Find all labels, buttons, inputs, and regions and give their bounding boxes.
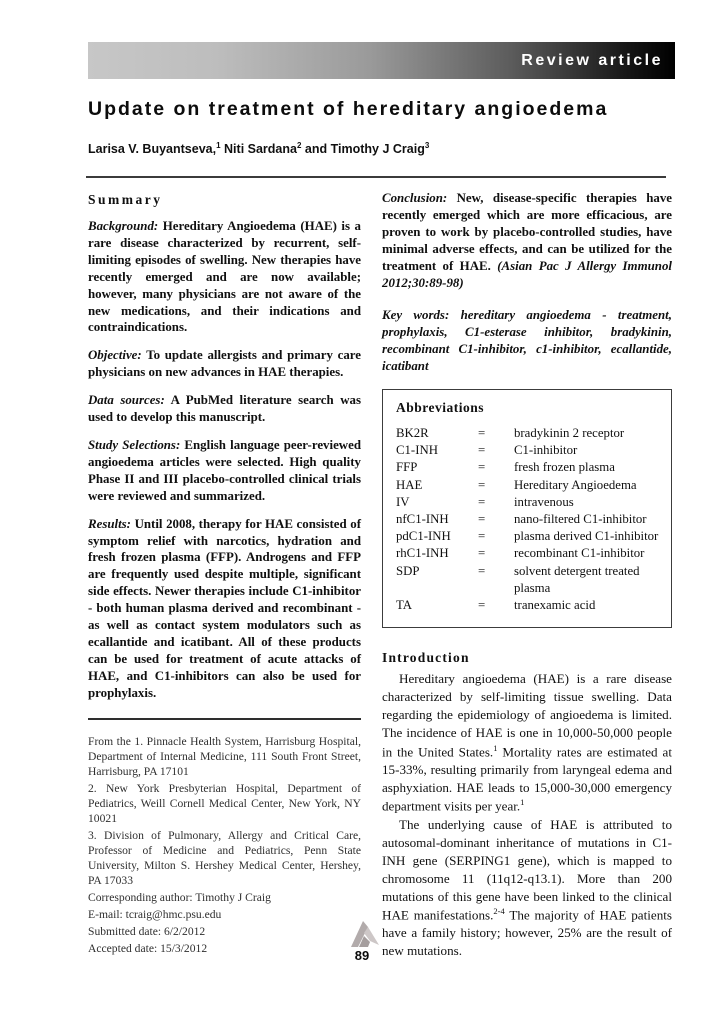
paragraph-label: Results: — [88, 516, 131, 531]
equals-sign: = — [478, 443, 486, 458]
review-article-badge: Review article — [521, 51, 663, 69]
abbr-code: SDP — [396, 563, 420, 578]
abbreviation-row — [396, 442, 659, 459]
equals-sign: = — [478, 426, 486, 441]
page-number: 89 — [354, 948, 370, 963]
footnote-accepted-date: Accepted date: 15/3/2012 — [88, 942, 208, 956]
summary-paragraph-objective — [88, 347, 361, 381]
equals-sign: = — [478, 546, 486, 561]
abbr-code: C1-INH — [396, 443, 438, 458]
abbr-definition: plasma derived C1-inhibitor — [514, 529, 659, 544]
abbreviations-heading: Abbreviations — [396, 400, 485, 416]
equals-sign: = — [478, 477, 486, 492]
abbr-code: FFP — [396, 460, 418, 475]
equals-sign: = — [478, 512, 486, 527]
summary-paragraph-data-sources — [88, 392, 361, 426]
paragraph-text: The majority of HAE patients have a family history; however, 25% are the result of new mutations. — [382, 907, 672, 959]
conclusion-paragraph — [382, 190, 672, 291]
abbreviations-box — [382, 389, 672, 628]
equals-sign: = — [478, 529, 486, 544]
author-affiliation-sup: 1 — [216, 141, 221, 150]
abbr-definition: solvent detergent treated plasma — [514, 563, 640, 595]
abbr-definition: nano-filtered C1-inhibitor — [514, 512, 647, 527]
abbr-definition: recombinant C1-inhibitor — [514, 546, 645, 561]
summary-paragraph-study-selections — [88, 437, 361, 505]
authors-line — [88, 141, 672, 156]
header-divider — [86, 176, 666, 178]
footnote-email: E-mail: tcraig@hmc.psu.edu — [88, 908, 222, 922]
abbr-definition: intravenous — [514, 494, 574, 509]
footnotes — [88, 734, 361, 957]
intro-paragraph-1 — [382, 670, 672, 815]
paragraph-text: Hereditary Angioedema (HAE) is a rare disease characterized by recurrent, self-limiting episodes of swelling. New therapies have recently emerged and are now available; however, many physicians are not aware of the new medications, and their indications and contraindications. — [88, 219, 361, 335]
equals-sign: = — [478, 598, 486, 613]
paragraph-label: Key words: — [382, 308, 450, 323]
paragraph-label: Study Selections: — [88, 437, 181, 452]
reference-superscript: 1 — [493, 742, 498, 753]
paragraph-text: English language peer-reviewed angioedema articles were selected. High quality Phase II and III placebo-controlled clinical trials were reviewed and summarized. — [88, 437, 361, 503]
footnote-affiliation-1: From the 1. Pinnacle Health System, Harrisburg Hospital, Department of Internal Medicine, 111 South Front Street, Harrisburg, PA 17101 — [88, 734, 361, 778]
abbreviation-row — [396, 597, 659, 614]
paragraph-text: Hereditary angioedema (HAE) is a rare disease characterized by self-limiting tissue swelling. Data regarding the epidemiology of angioedema is limited. The incidence of HAE is one in 10,000-50,000 people in the United States. — [382, 671, 672, 759]
journal-citation: (Asian Pac J Allergy Immunol 2012;30:89-98) — [382, 258, 672, 290]
author-name: and Timothy J Craig — [304, 142, 425, 157]
abbreviation-row — [396, 545, 659, 562]
equals-sign: = — [478, 563, 486, 578]
summary-paragraph-results — [88, 516, 361, 702]
conclusion-column — [382, 190, 672, 960]
footnote-divider — [88, 718, 361, 720]
summary-paragraph-background — [88, 218, 361, 336]
paragraph-text: The underlying cause of HAE is attributed to autosomal-dominant inheritance of mutations in C1-INH gene (SERPING1 gene), which is mapped to chromosome 11 (11q12-q13.1). More than 200 mutations of this gene have been linked to the clinical HAE manifestations. — [382, 816, 672, 923]
intro-paragraph-2 — [382, 816, 672, 961]
footnote-submitted-date: Submitted date: 6/2/2012 — [88, 925, 206, 939]
publisher-mountain-logo-icon — [342, 921, 382, 948]
abbr-code: BK2R — [396, 426, 429, 441]
author-affiliation-sup: 3 — [424, 141, 430, 150]
abbr-code: TA — [396, 598, 413, 613]
paragraph-text: A PubMed literature search was used to develop this manuscript. — [88, 393, 361, 425]
abbr-definition: C1-inhibitor — [514, 443, 578, 458]
abbr-code: IV — [396, 494, 410, 509]
abbr-code: pdC1-INH — [396, 529, 451, 544]
equals-sign: = — [478, 460, 486, 475]
review-article-banner — [88, 42, 675, 79]
reference-superscript: 1 — [520, 797, 525, 808]
article-title: Update on treatment of hereditary angioedema — [88, 98, 609, 120]
abbr-code: HAE — [396, 477, 423, 492]
paragraph-label: Conclusion: — [382, 191, 448, 205]
paragraph-text: Until 2008, therapy for HAE consisted of symptom relief with narcotics, hydration and fresh frozen plasma (FFP). Androgens and FFP are frequently used despite multiple, significant side effects. Newer therapies include C1-inhibitor - both human plasma derived and recombinant - as well as contact system modulators such as ecallantide and icatibant. All of these products can be used for treatment of acute attacks of HAE, and C1-inhibitors can also be used for prophylaxis. — [88, 516, 361, 700]
keywords-paragraph — [382, 307, 672, 375]
abbr-code: nfC1-INH — [396, 512, 449, 527]
abbr-definition: bradykinin 2 receptor — [514, 426, 625, 441]
keywords-text: hereditary angioedema - treatment, prophylaxis, C1-esterase inhibitor, bradykinin, recombinant C1-inhibitor, c1-inhibitor, ecallantide, icatibant — [382, 308, 672, 374]
reference-superscript: 2-4 — [493, 905, 505, 916]
abbr-code: rhC1-INH — [396, 546, 449, 561]
introduction-heading: Introduction — [382, 650, 470, 666]
footnote-corresponding-author: Corresponding author: Timothy J Craig — [88, 891, 271, 905]
paragraph-text: To update allergists and primary care physicians on new advances in HAE therapies. — [88, 348, 361, 380]
paragraph-text: Mortality rates are estimated at 15-33%, resulting primarily from laryngeal edema and asphyxiation. HAE leads to 15,000-30,000 emergency department visits per year. — [382, 743, 672, 814]
paragraph-label: Background: — [88, 219, 159, 233]
abbreviation-row — [396, 528, 659, 545]
abbreviation-row — [396, 563, 659, 597]
abbreviation-row — [396, 425, 659, 442]
abbr-definition: Hereditary Angioedema — [514, 477, 637, 492]
equals-sign: = — [478, 494, 486, 509]
paragraph-label: Objective: — [88, 348, 142, 363]
paragraph-label: Data sources: — [88, 393, 165, 408]
abbr-definition: fresh frozen plasma — [514, 460, 615, 475]
author-affiliation-sup: 2 — [296, 141, 302, 150]
abbreviation-row — [396, 477, 659, 494]
footnote-affiliation-3: 3. Division of Pulmonary, Allergy and Critical Care, Professor of Medicine and Pediatrics, Penn State University, Milton S. Hershey Medical Center, Hershey, PA 17033 — [88, 828, 361, 888]
author-name: Larisa V. Buyantseva, — [88, 142, 217, 157]
abbr-definition: tranexamic acid — [514, 598, 596, 613]
abbreviation-row — [396, 511, 659, 528]
abbreviation-row — [396, 459, 659, 476]
footnote-affiliation-2: 2. New York Presbyterian Hospital, Department of Pediatrics, Weill Cornell Medical Center, New York, NY 10021 — [88, 781, 361, 825]
abbreviation-row — [396, 494, 659, 511]
summary-column — [88, 192, 361, 958]
author-name: Niti Sardana — [224, 142, 297, 157]
paragraph-text: New, disease-specific therapies have recently emerged which are more efficacious, are proven to work by placebo-controlled studies, have minimal adverse effects, and can be utilized for the treatment of HAE. — [382, 191, 672, 273]
abbreviations-table — [396, 425, 659, 614]
summary-heading: Summary — [88, 192, 163, 207]
